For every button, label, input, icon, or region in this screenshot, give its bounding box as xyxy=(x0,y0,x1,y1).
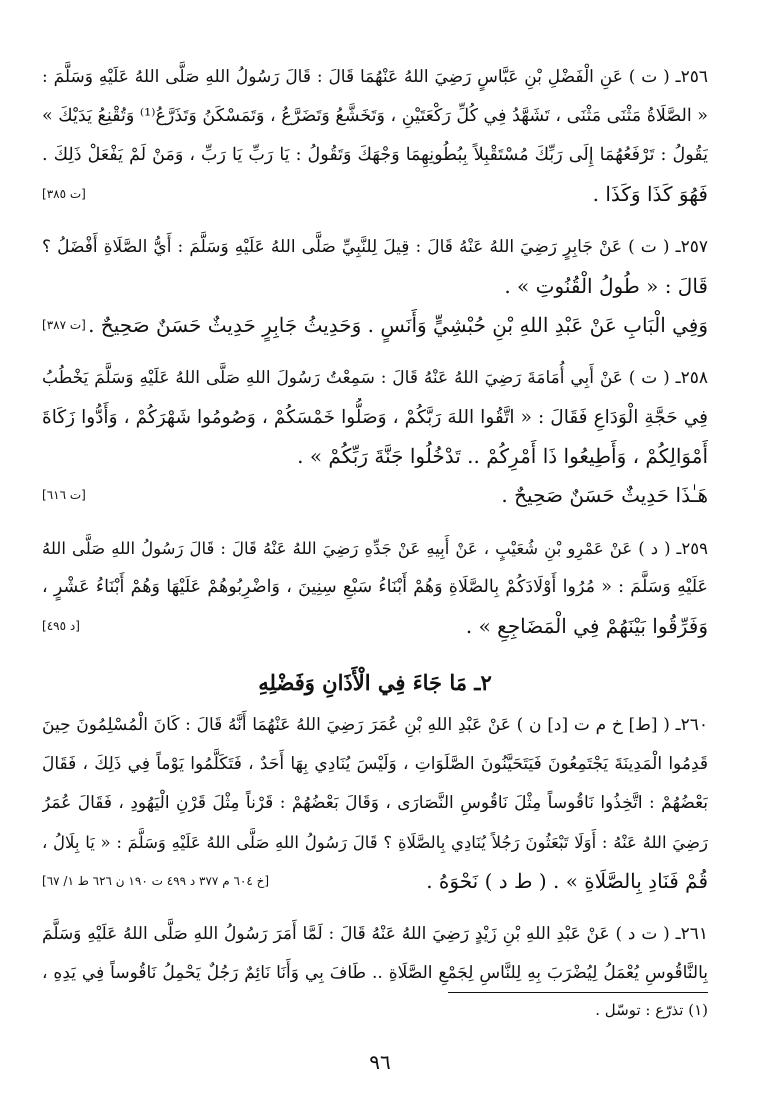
hadith-line: أَمْوَالِكُمْ ، وَأَطِيعُوا ذَا أَمْرِكُمْ .. تَدْخُلُوا جَنَّةَ رَبِّكُمْ » . xyxy=(297,444,708,468)
hadith-answer: قَالَ : « طُولُ الْقُنُوتِ » . xyxy=(504,274,708,298)
hadith-text: وَفَرِّقُوا بَيْنَهُمْ فِي الْمَضَاجِعِ » . xyxy=(465,614,708,638)
hadith-line: بَعْضُهُمْ : اتَّخِذُوا نَاقُوساً مِثْلَ نَاقُوسِ النَّصَارَى ، وَقَالَ بَعْضُهُمْ : قَرْناً مِثْلَ قَرْنِ الْيَهُودِ ، فَقَالَ عُمَرُ xyxy=(42,793,708,813)
hadith-line: بِالنَّاقُوسِ يُعْمَلُ لِيُضْرَبَ بِهِ لِلنَّاسِ لِجَمْعِ الصَّلَاةِ .. طَافَ بِي وَأَنَا نَائِمٌ رَجُلٌ يَحْمِلُ نَاقُوساً فِي يَدِهِ ، xyxy=(42,963,708,983)
hadith-line: ٢٦٠ـ ( [ط] خ م ت [د] ن ) عَنْ عَبْدِ اللهِ بْنِ عُمَرَ رَضِيَ اللهُ عَنْهُمَا أَنَّهُ قَالَ : كَانَ الْمُسْلِمُونَ حِينَ xyxy=(42,715,708,735)
hadith-256 xyxy=(42,58,708,214)
hadith-grade: هَـٰذَا حَدِيثٌ حَسَنٌ صَحِيحٌ . xyxy=(501,483,708,507)
section-heading: ٢ـ مَا جَاءَ فِي الْأَذَانِ وَفَضْلِهِ xyxy=(258,670,492,695)
hadith-261 xyxy=(42,915,708,993)
hadith-note-line xyxy=(42,306,708,345)
hadith-257 xyxy=(42,228,708,345)
source-reference: [د ٤٩٥] xyxy=(42,619,80,633)
hadith-line: « الصَّلَاةُ مَثْنَى مَثْنَى ، تَشَهَّدُ فِي كُلِّ رَكْعَتَيْنِ ، وَتَخَشَّعُ وَتَضَرَّعُ ، وَتَمَسْكَنُ وَتَذَرَّعُ⁽¹⁾ وَتُقْنِعُ يَدَيْكَ » xyxy=(42,106,708,126)
hadith-line: ٢٥٦ـ ( ت ) عَنِ الْفَضْلِ بْنِ عَبَّاسٍ رَضِيَ اللهُ عَنْهُمَا قَالَ : قَالَ رَسُولُ اللهِ صَلَّى اللهُ عَلَيْهِ وَسَلَّمَ : xyxy=(42,67,708,87)
hadith-last-line xyxy=(42,862,708,901)
hadith-line: قَدِمُوا الْمَدِينَةَ يَجْتَمِعُونَ فَيَتَحَيَّنُونَ الصَّلَوَاتِ ، وَلَيْسَ يُنَادِي بِهَا أَحَدٌ ، فَتَكَلَّمُوا يَوْماً فِي ذَلِكَ ، فَقَالَ xyxy=(42,754,708,774)
hadith-line: ٢٥٩ـ ( د ) عَنْ عَمْرِو بْنِ شُعَيْبٍ ، عَنْ أَبِيهِ عَنْ جَدِّهِ رَضِيَ اللهُ عَنْهُ قَالَ : قَالَ رَسُولُ اللهِ صَلَّى اللهُ xyxy=(42,539,708,558)
source-reference: [ت ٦١٦] xyxy=(42,488,86,502)
hadith-grade-line xyxy=(42,476,708,515)
hadith-note: وَفِي الْبَابِ عَنْ عَبْدِ اللهِ بْنِ حُبْشِيٍّ وَأَنَسٍ . وَحَدِيثُ جَابِرٍ حَدِيثٌ حَسَنٌ صَحِيحٌ . xyxy=(88,313,708,337)
hadith-last-line xyxy=(42,607,708,646)
source-reference: [ت ٣٨٧] xyxy=(42,318,86,332)
hadith-line: ٢٦١ـ ( ت د ) عَنْ عَبْدِ اللهِ بْنِ زَيْدٍ رَضِيَ اللهُ عَنْهُ قَالَ : لَمَّا أَمَرَ رَسُولُ اللهِ صَلَّى اللهُ عَلَيْهِ وَسَلَّمَ xyxy=(42,924,708,944)
hadith-line: رَضِيَ اللهُ عَنْهُ : أَوَلَا تَبْعَثُونَ رَجُلاً يُنَادِي بِالصَّلَاةِ ؟ قَالَ رَسُولُ اللهِ صَلَّى اللهُ عَلَيْهِ وَسَلَّمَ : « يَا بِلَالُ ، xyxy=(42,833,708,852)
hadith-259 xyxy=(42,529,708,646)
hadith-260 xyxy=(42,706,708,901)
hadith-text: فَهُوَ كَذَا وَكَذَا . xyxy=(592,182,708,206)
hadith-line: ٢٥٧ـ ( ت ) عَنْ جَابِرٍ رَضِيَ اللهُ عَنْهُ قَالَ : قِيلَ لِلنَّبِيِّ صَلَّى اللهُ عَلَيْهِ وَسَلَّمَ : أَيُّ الصَّلَاةِ أَفْضَلُ ؟ xyxy=(42,237,708,257)
page-number: ٩٦ xyxy=(369,1050,391,1074)
source-reference: [ت ٣٨٥] xyxy=(42,187,86,201)
footnote-divider xyxy=(448,992,708,993)
hadith-line: ٢٥٨ـ ( ت ) عَنْ أَبِي أُمَامَةَ رَضِيَ اللهُ عَنْهُ قَالَ : سَمِعْتُ رَسُولَ اللهِ صَلَّى اللهُ عَلَيْهِ وَسَلَّمَ يَخْطُبُ xyxy=(42,368,708,388)
hadith-258 xyxy=(42,359,708,515)
hadith-line: فِي حَجَّةِ الْوَدَاعِ فَقَالَ : « اتَّقُوا اللهَ رَبَّكُمْ ، وَصَلُّوا خَمْسَكُمْ ، وَصُومُوا شَهْرَكُمْ ، وَأَدُّوا زَكَاةَ xyxy=(42,407,708,428)
hadith-line: عَلَيْهِ وَسَلَّمَ : « مُرُوا أَوْلَادَكُمْ بِالصَّلَاةِ وَهُمْ أَبْنَاءُ سَبْعِ سِنِينَ ، وَاضْرِبُوهُمْ عَلَيْهَا وَهُمْ أَبْنَاءُ عَشْرٍ ، xyxy=(42,577,708,597)
source-reference: [خ ٦٠٤ م ٣٧٧ د ٤٩٩ ت ١٩٠ ن ٦٢٦ ط ١/ ٦٧] xyxy=(42,874,270,888)
footnote: (١) تذرّع : توسّل . xyxy=(595,1001,708,1019)
hadith-line: يَقُولُ : تَرْفَعُهُمَا إِلَى رَبِّكَ مُسْتَقْبِلاً بِبُطُونِهِمَا وَجْهَكَ وَتَقُولُ : يَا رَبِّ يَا رَبِّ ، وَمَنْ لَمْ يَفْعَلْ ذَلِكَ . xyxy=(42,145,708,165)
hadith-last-line xyxy=(42,175,708,214)
hadith-text: قُمْ فَنَادِ بِالصَّلَاةِ » . ( ط د ) نَحْوَهُ . xyxy=(426,869,708,893)
